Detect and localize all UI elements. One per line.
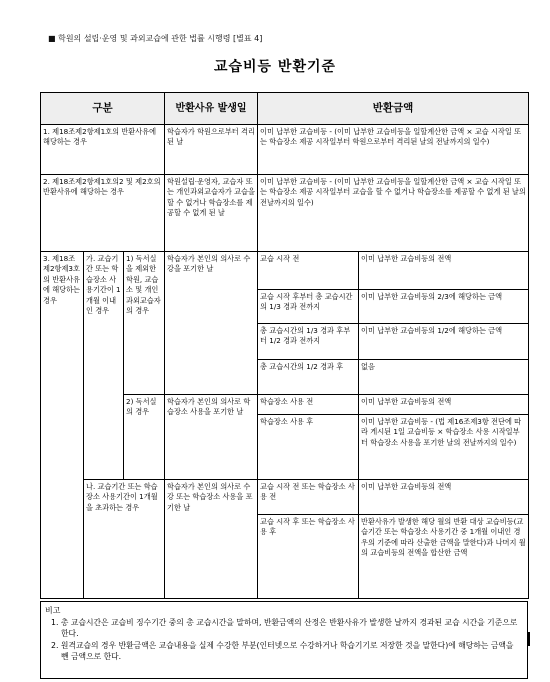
- row2-category: 2. 제18조제2항제1호의2 및 제2호의 반환사유에 해당하는 경우: [41, 175, 165, 252]
- row3-sub-a2-reason: 학습자가 본인의 의사로 학습장소 사용을 포기한 날: [165, 395, 258, 480]
- row3-a1-amount-0: 이미 납부한 교습비등의 전액: [359, 252, 529, 290]
- page-title: 교습비등 반환기준: [213, 59, 337, 75]
- notes-box: [40, 601, 528, 679]
- row3-sub-a1: 1) 독서실을 제외한 학원, 교습소 및 개인과외교습자의 경우: [124, 252, 165, 395]
- document-header: ■ 학원의 설립·운영 및 과외교습에 관한 법률 시행령 [별표 4]: [48, 34, 263, 43]
- row3-a1-when-3: 총 교습시간의 1/2 경과 후: [258, 360, 359, 395]
- row3-sub-a1-reason: 학습자가 본인의 의사로 수강을 포기한 날: [165, 252, 258, 395]
- note-item-1: 1. 총 교습시간은 교습비 징수기간 중의 총 교습시간을 말하며, 반환금액의 산정은 반환사유가 발생한 날까지 경과된 교습 시간을 기준으로 한다.: [51, 617, 518, 638]
- row3-b-when-1: 교습 시작 후 또는 학습장소 사용 후: [258, 515, 359, 599]
- row3-b-amount-0: 이미 납부한 교습비등의 전액: [359, 480, 529, 515]
- row3-a1-when-0: 교습 시작 전: [258, 252, 359, 290]
- table-row: [41, 252, 529, 290]
- row3-a1-when-1: 교습 시작 후부터 총 교습시간의 1/3 경과 전까지: [258, 290, 359, 324]
- note-item-2: 2. 원격교습의 경우 반환금액은 교습내용을 실제 수강한 부분(인터넷으로 수강하거나 학습기기로 저장한 것을 말한다)에 해당하는 금액을 뺀 금액으로 한다.: [51, 640, 514, 661]
- row1-amount: 이미 납부한 교습비등 - (이미 납부한 교습비등을 일할계산한 금액 × 교습 시작일 또는 학습장소 제공 시작일부터 학원으로부터 격리된 날의 전날까지의 일수): [258, 125, 529, 175]
- row3-a1-when-2: 총 교습시간의 1/3 경과 후부터 1/2 경과 전까지: [258, 324, 359, 360]
- row3-sub-a: 가. 교습기간 또는 학습장소 사용기간이 1개월 이내인 경우: [84, 252, 124, 480]
- row1-category: 1. 제18조제2항제1호의 반환사유에 해당하는 경우: [41, 125, 165, 175]
- header-amount: 반환금액: [258, 93, 529, 125]
- table-row: [41, 480, 529, 515]
- row3-sub-b-reason: 학습자가 본인의 의사로 수강 또는 학습장소 사용을 포기한 날: [165, 480, 258, 599]
- table-row: [41, 125, 529, 175]
- row3-a2-when-0: 학습장소 사용 전: [258, 395, 359, 415]
- row3-a1-amount-1: 이미 납부한 교습비등의 2/3에 해당하는 금액: [359, 290, 529, 324]
- table-row: [41, 175, 529, 252]
- notes-label: 비고: [45, 606, 61, 615]
- margin-mark: [528, 632, 530, 646]
- refund-table: [40, 92, 529, 599]
- row3-a2-amount-1: 이미 납부한 교습비등 - (법 제16조제3항 전단에 따라 게시된 1일 교습비등 × 학습장소 사용 시작일부터 학습장소 사용을 포기한 날의 전날까지의 일수): [359, 415, 529, 480]
- row1-reason: 학습자가 학원으로부터 격리된 날: [165, 125, 258, 175]
- header-reason: 반환사유 발생일: [165, 93, 258, 125]
- row3-a2-when-1: 학습장소 사용 후: [258, 415, 359, 480]
- row3-b-amount-1: 반환사유가 발생한 해당 월의 반환 대상 교습비등(교습기간 또는 학습장소 사용기간 중 1개월 이내인 경우의 기준에 따라 산출한 금액을 말한다)과 나머지 월의 교습비등의 전액을 합산한 금액: [359, 515, 529, 599]
- row3-sub-b: 나. 교습기간 또는 학습장소 사용기간이 1개월을 초과하는 경우: [84, 480, 165, 599]
- row3-category: 3. 제18조제2항제3호의 반환사유에 해당하는 경우: [41, 252, 84, 599]
- row3-sub-a2: 2) 독서실의 경우: [124, 395, 165, 480]
- row2-reason: 학원설립·운영자, 교습자 또는 개인과외교습자가 교습을 할 수 없거나 학습장소를 제공할 수 없게 된 날: [165, 175, 258, 252]
- header-category: 구분: [41, 93, 165, 125]
- row3-a1-amount-2: 이미 납부한 교습비등의 1/2에 해당하는 금액: [359, 324, 529, 360]
- row2-amount: 이미 납부한 교습비등 - (이미 납부한 교습비등을 일할계산한 금액 × 교습 시작일 또는 학습장소 제공 시작일부터 교습을 할 수 없거나 학습장소를 제공할 수 없게 된 날의 전날까지의 일수): [258, 175, 529, 252]
- row3-b-when-0: 교습 시작 전 또는 학습장소 사용 전: [258, 480, 359, 515]
- row3-a1-amount-3: 없음: [359, 360, 529, 395]
- table-header-row: [41, 93, 529, 125]
- row3-a2-amount-0: 이미 납부한 교습비등의 전액: [359, 395, 529, 415]
